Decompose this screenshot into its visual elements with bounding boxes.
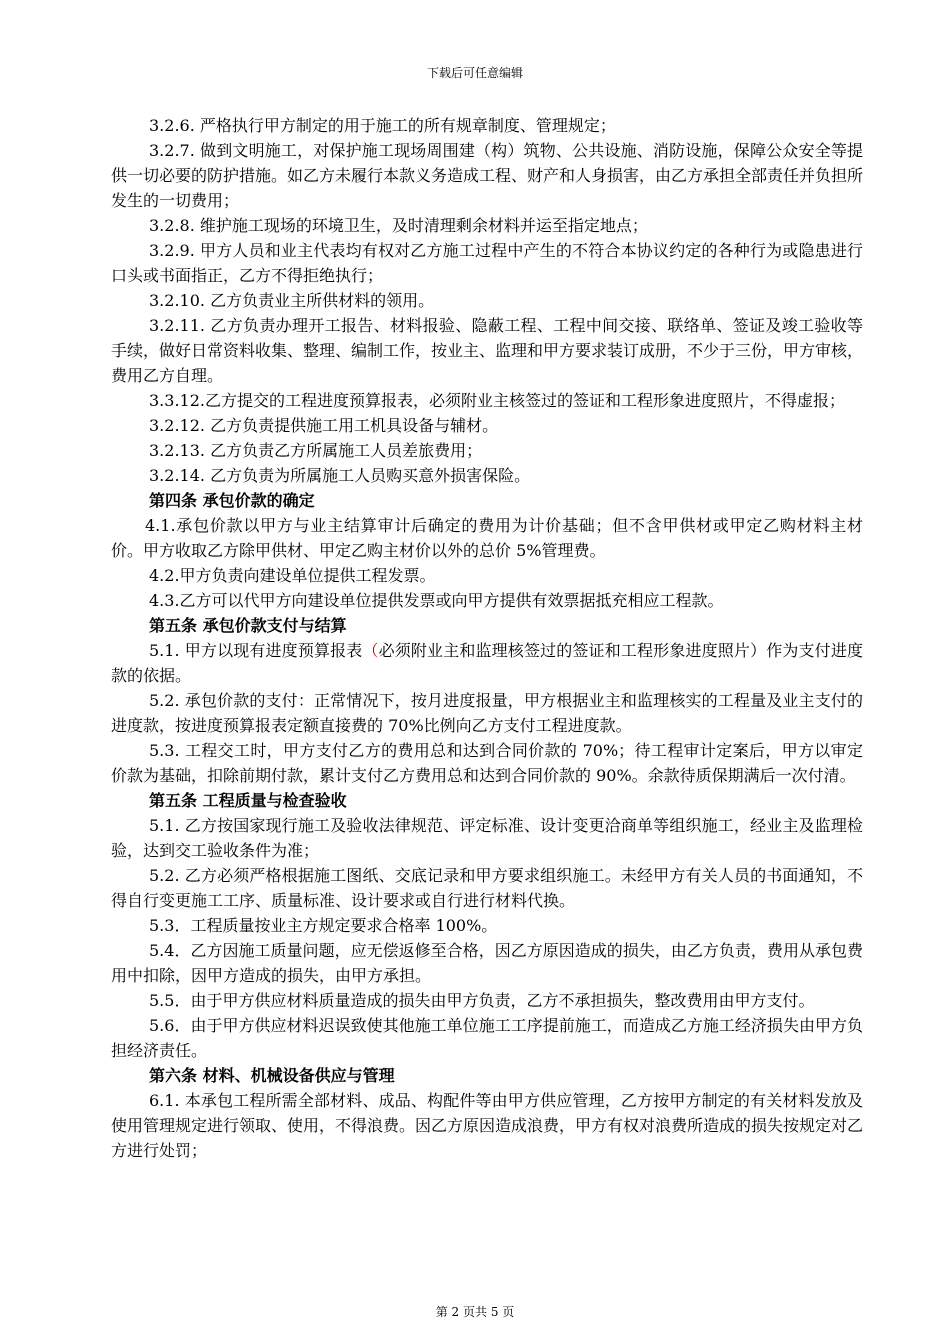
page-footer: 第 2 页共 5 页 bbox=[435, 1305, 515, 1319]
clause-3-2-10: 3.2.10. 乙方负责业主所供材料的领用。 bbox=[149, 291, 435, 310]
clause-3-2-9: 3.2.9. 甲方人员和业主代表均有权对乙方施工过程中产生的不符合本协议约定的各种行为或隐患进行口头或书面指正，乙方不得拒绝执行； bbox=[111, 241, 863, 285]
clause-4-1: 4.1.承包价款以甲方与业主结算审计后确定的费用为计价基础；但不含甲供材或甲定乙购材料主材价。甲方收取乙方除甲供材、甲定乙购主材价以外的总价 5%管理费。 bbox=[111, 516, 863, 560]
clause-3-2-8: 3.2.8. 维护施工现场的环境卫生，及时清理剩余材料并运至指定地点； bbox=[149, 216, 648, 235]
clause-5-6-quality: 5.6．由于甲方供应材料迟误致使其他施工单位施工工序提前施工，而造成乙方施工经济损失由甲方负担经济责任。 bbox=[111, 1016, 863, 1060]
clause-5-1-red-paren: （ bbox=[362, 641, 379, 660]
clause-5-2-payment: 5.2. 承包价款的支付：正常情况下，按月进度报量，甲方根据业主和监理核实的工程量及业主支付的进度款，按进度预算报表定额直接费的 70%比例向乙方支付工程进度款。 bbox=[111, 691, 863, 735]
clause-5-1-text-b: 必须附业主和监理核签过的签证和工程形象进度照片）作为支付进度款的依据。 bbox=[111, 641, 863, 685]
section-5-payment-heading: 第五条 承包价款支付与结算 bbox=[149, 616, 347, 635]
clause-4-3: 4.3.乙方可以代甲方向建设单位提供发票或向甲方提供有效票据抵充相应工程款。 bbox=[149, 591, 724, 610]
clause-4-2: 4.2.甲方负责向建设单位提供工程发票。 bbox=[149, 566, 436, 585]
clause-5-2-quality: 5.2. 乙方必须严格根据施工图纸、交底记录和甲方要求组织施工。未经甲方有关人员的书面通知，不得自行变更施工工序、质量标准、设计要求或自行进行材料代换。 bbox=[111, 866, 863, 910]
clause-5-1-text-a: 5.1. 甲方以现有进度预算报表 bbox=[149, 641, 363, 660]
clause-6-1: 6.1. 本承包工程所需全部材料、成品、构配件等由甲方供应管理，乙方按甲方制定的有关材料发放及使用管理规定进行领取、使用，不得浪费。因乙方原因造成浪费，甲方有权对浪费所造成的损失按规定对乙方进行处罚； bbox=[111, 1091, 864, 1160]
clause-3-2-13: 3.2.13. 乙方负责乙方所属施工人员差旅费用； bbox=[149, 441, 483, 460]
section-5-quality-heading: 第五条 工程质量与检查验收 bbox=[149, 791, 347, 810]
clause-5-5-quality: 5.5．由于甲方供应材料质量造成的损失由甲方负责，乙方不承担损失，整改费用由甲方支付。 bbox=[149, 991, 815, 1010]
clause-5-4-quality: 5.4．乙方因施工质量问题，应无偿返修至合格，因乙方原因造成的损失，由乙方负责，费用从承包费用中扣除，因甲方造成的损失，由甲方承担。 bbox=[111, 941, 863, 985]
clause-5-1-payment bbox=[111, 638, 863, 688]
clause-3-2-12: 3.2.12. 乙方负责提供施工用工机具设备与辅材。 bbox=[149, 416, 499, 435]
clause-3-3-12: 3.3.12.乙方提交的工程进度预算报表，必须附业主核签过的签证和工程形象进度照片，不得虚报； bbox=[149, 391, 845, 410]
section-4-heading: 第四条 承包价款的确定 bbox=[149, 491, 315, 510]
page-header: 下载后可任意编辑 bbox=[426, 66, 523, 80]
clause-5-3-quality: 5.3．工程质量按业主方规定要求合格率 100%。 bbox=[149, 916, 498, 935]
clause-3-2-7: 3.2.7. 做到文明施工，对保护施工现场周围建（构）筑物、公共设施、消防设施，保障公众安全等提供一切必要的防护措施。如乙方未履行本款义务造成工程、财产和人身损害，由乙方承担全部责任并负担所发生的一切费用； bbox=[111, 141, 864, 210]
clause-3-2-11: 3.2.11. 乙方负责办理开工报告、材料报验、隐蔽工程、工程中间交接、联络单、签证及竣工验收等手续，做好日常资料收集、整理、编制工作，按业主、监理和甲方要求装订成册，不少于三份，甲方审核，费用乙方自理。 bbox=[111, 316, 864, 385]
section-6-heading: 第六条 材料、机械设备供应与管理 bbox=[149, 1066, 395, 1085]
clause-3-2-6: 3.2.6. 严格执行甲方制定的用于施工的所有规章制度、管理规定； bbox=[149, 116, 616, 135]
clause-5-1-quality: 5.1. 乙方按国家现行施工及验收法律规范、评定标准、设计变更洽商单等组织施工，经业主及监理检验，达到交工验收条件为准； bbox=[111, 816, 863, 860]
clause-5-3-payment: 5.3. 工程交工时，甲方支付乙方的费用总和达到合同价款的 70%；待工程审计定案后，甲方以审定价款为基础，扣除前期付款，累计支付乙方费用总和达到合同价款的 90%。余款待质保期满后一次付清。 bbox=[111, 741, 863, 785]
document-body bbox=[111, 113, 863, 1163]
clause-3-2-14: 3.2.14. 乙方负责为所属施工人员购买意外损害保险。 bbox=[149, 466, 531, 485]
